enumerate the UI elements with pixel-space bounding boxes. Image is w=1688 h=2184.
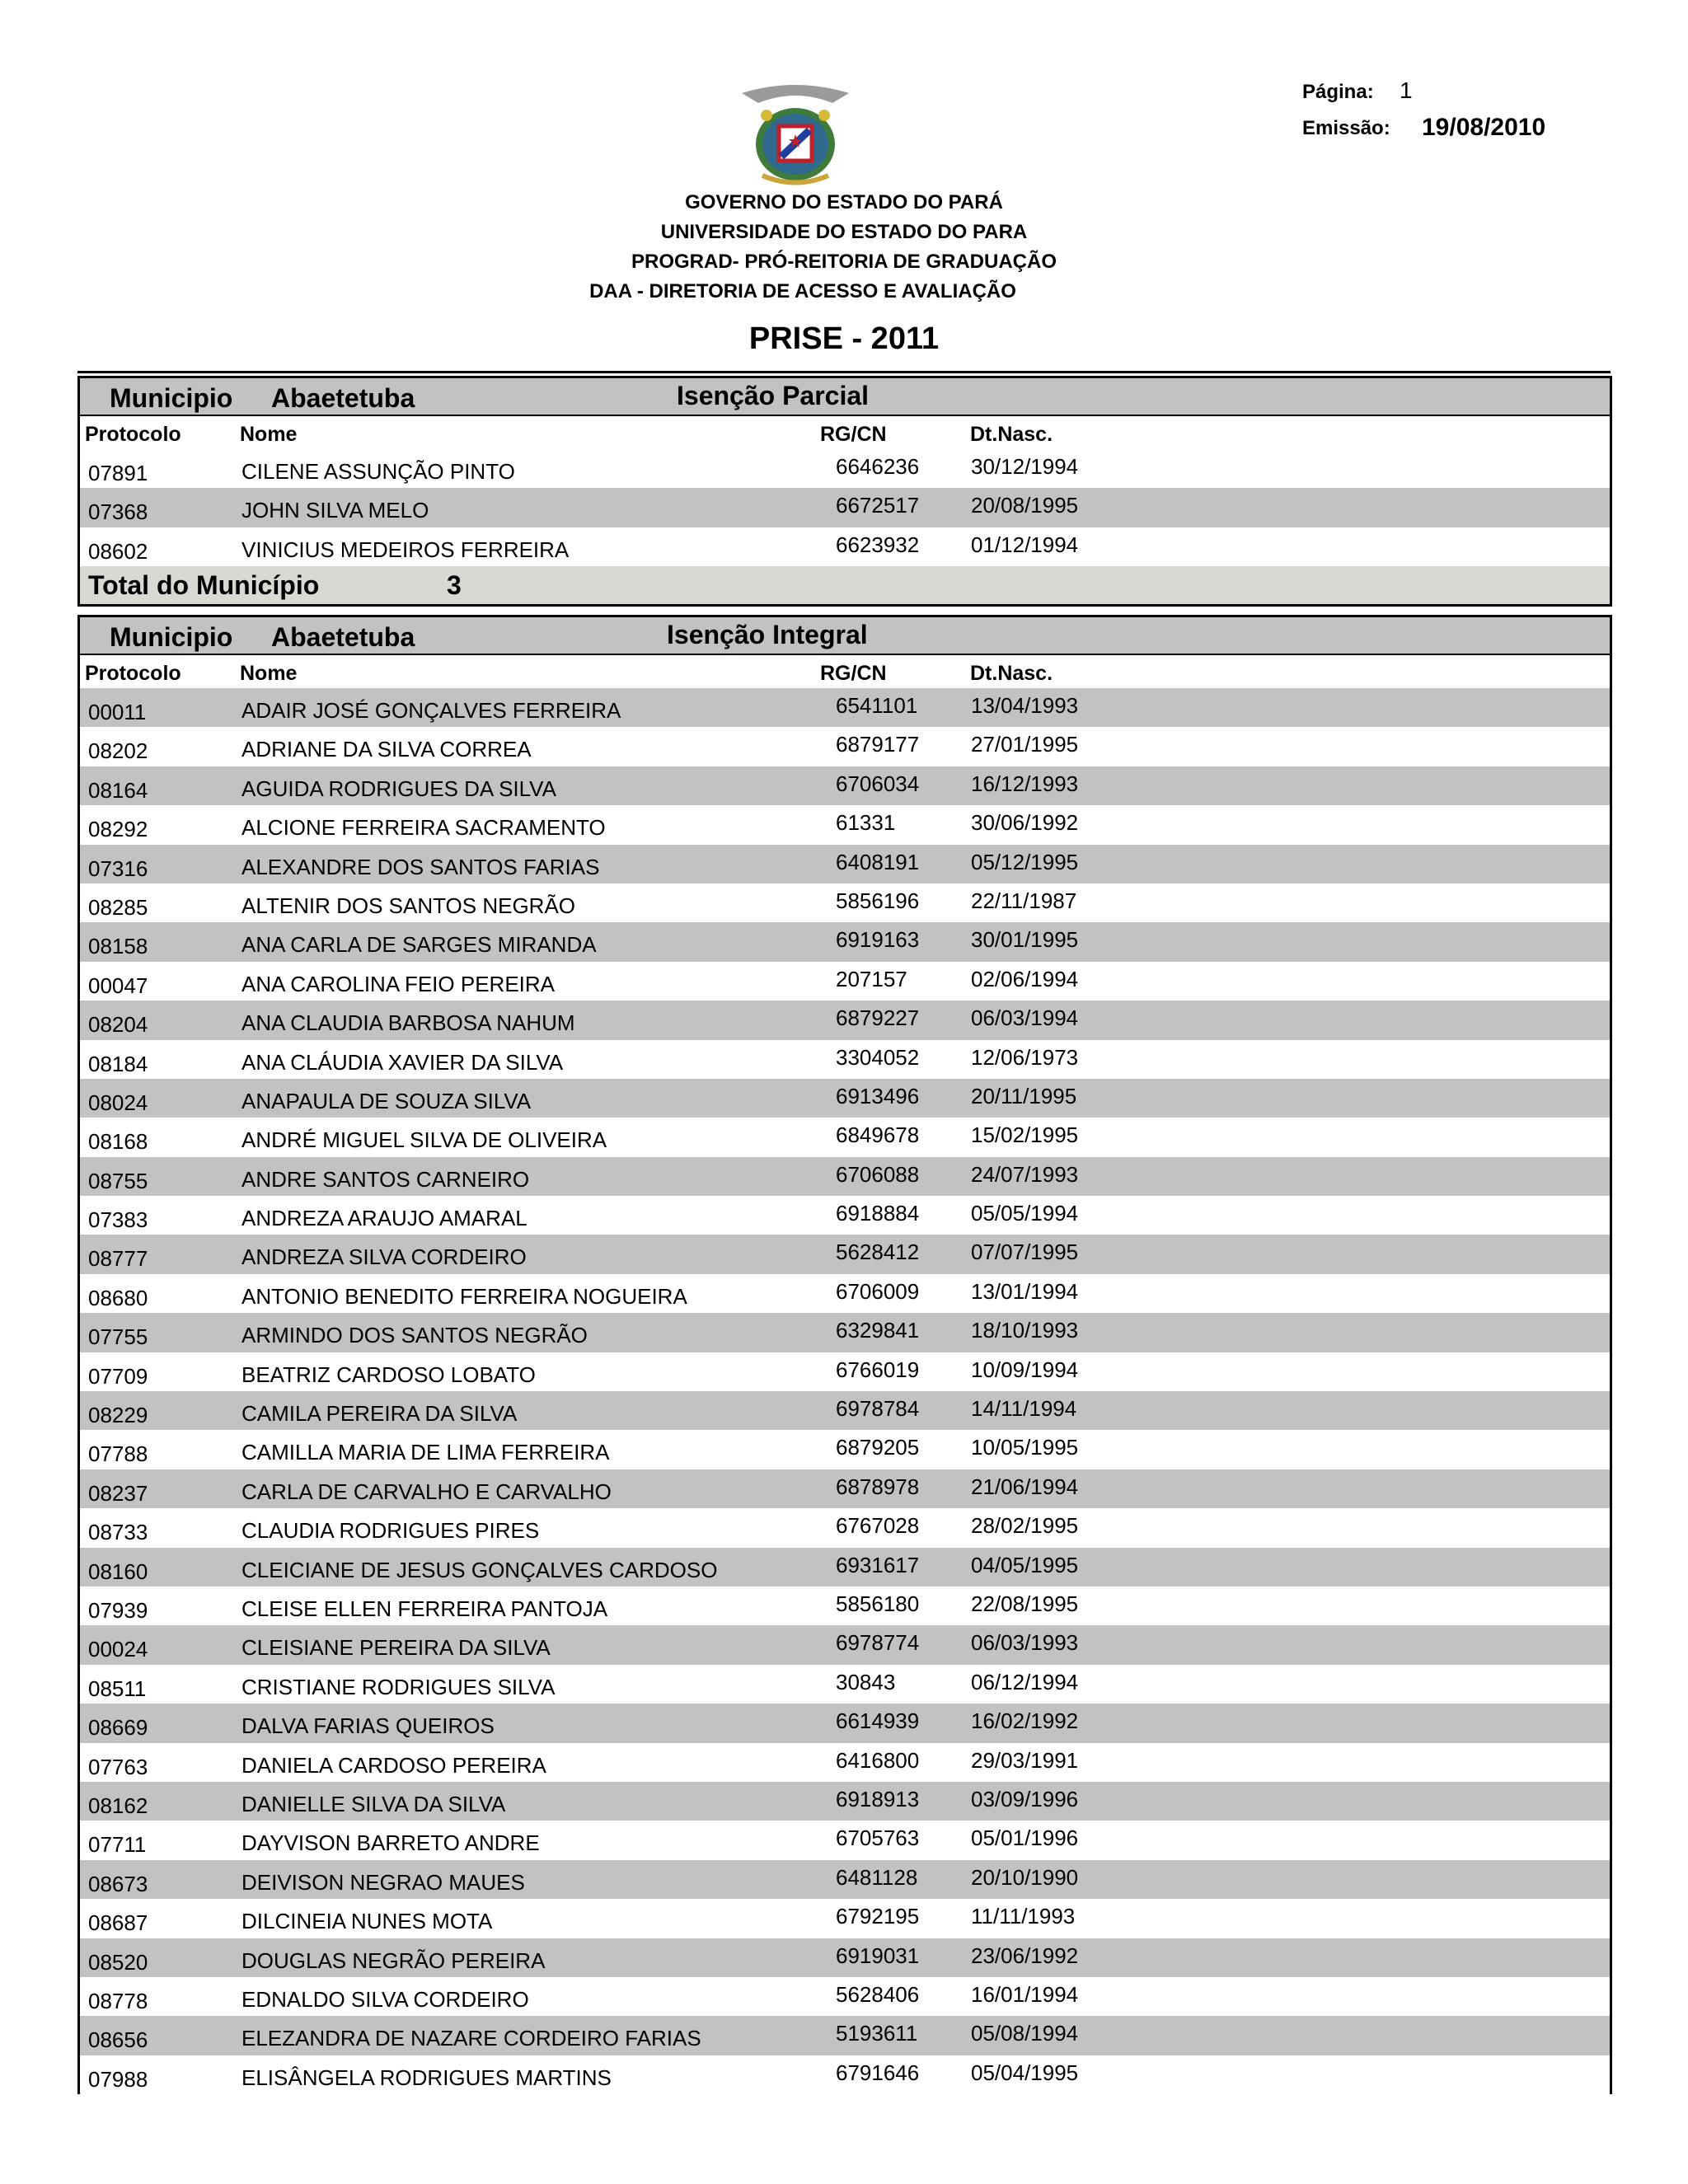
- cell-protocolo: 07368: [88, 499, 148, 525]
- state-emblem-icon: [734, 78, 857, 190]
- cell-protocolo: 08285: [88, 894, 148, 920]
- cell-nome: EDNALDO SILVA CORDEIRO: [241, 1986, 529, 2012]
- table-row: [80, 1157, 1610, 1196]
- cell-dt-nasc: 20/11/1995: [971, 1083, 1077, 1108]
- cell-protocolo: 08160: [88, 1558, 148, 1584]
- cell-nome: DANIELA CARDOSO PEREIRA: [241, 1752, 546, 1778]
- cell-rg: 30843: [836, 1669, 896, 1694]
- cell-dt-nasc: 22/11/1987: [971, 888, 1077, 913]
- table-row: [80, 1860, 1610, 1899]
- column-headers: [80, 416, 1610, 449]
- cell-nome: ARMINDO DOS SANTOS NEGRÃO: [241, 1323, 588, 1348]
- cell-nome: DAYVISON BARRETO ANDRE: [241, 1830, 540, 1856]
- cell-protocolo: 08202: [88, 738, 148, 764]
- cell-protocolo: 08778: [88, 1988, 148, 2013]
- col-nome: Nome: [240, 423, 298, 446]
- cell-nome: CLEISE ELLEN FERREIRA PANTOJA: [241, 1596, 608, 1621]
- cell-rg: 5628412: [836, 1240, 920, 1265]
- cell-dt-nasc: 03/09/1996: [971, 1786, 1079, 1811]
- cell-nome: CLEISIANE PEREIRA DA SILVA: [241, 1635, 551, 1661]
- col-rg: RG/CN: [820, 662, 887, 685]
- cell-rg: 6705763: [836, 1825, 920, 1851]
- table-row: [80, 727, 1610, 766]
- cell-nome: CLAUDIA RODRIGUES PIRES: [241, 1518, 540, 1544]
- cell-rg: 6913496: [836, 1083, 920, 1108]
- cell-protocolo: 08164: [88, 777, 148, 803]
- cell-rg: 6329841: [836, 1318, 920, 1343]
- cell-rg: 6879177: [836, 732, 920, 757]
- cell-protocolo: 08755: [88, 1168, 148, 1193]
- cell-rg: 6919163: [836, 927, 920, 953]
- cell-dt-nasc: 05/12/1995: [971, 849, 1079, 874]
- table-row: [80, 1625, 1610, 1664]
- cell-protocolo: 08204: [88, 1012, 148, 1038]
- cell-protocolo: 08777: [88, 1246, 148, 1272]
- cell-dt-nasc: 14/11/1994: [971, 1396, 1077, 1422]
- cell-dt-nasc: 06/03/1994: [971, 1005, 1079, 1031]
- cell-nome: CLEICIANE DE JESUS GONÇALVES CARDOSO: [241, 1557, 718, 1582]
- cell-protocolo: 08511: [88, 1675, 147, 1701]
- cell-dt-nasc: 30/12/1994: [971, 454, 1079, 479]
- table-row: [80, 688, 1610, 727]
- table-row: [80, 1430, 1610, 1469]
- column-headers: [80, 655, 1610, 688]
- cell-protocolo: 00011: [88, 700, 147, 724]
- cell-dt-nasc: 05/04/1995: [971, 2060, 1079, 2085]
- cell-dt-nasc: 29/03/1991: [971, 1747, 1079, 1773]
- cell-rg: 6879205: [836, 1435, 920, 1460]
- cell-rg: 6706009: [836, 1278, 920, 1304]
- cell-rg: 6766019: [836, 1357, 920, 1382]
- cell-protocolo: 08292: [88, 817, 148, 842]
- cell-nome: DOUGLAS NEGRÃO PEREIRA: [241, 1947, 546, 1973]
- table-row: [80, 527, 1610, 566]
- cell-rg: 6706088: [836, 1161, 920, 1187]
- table-row: [80, 922, 1610, 961]
- page-title: PRISE - 2011: [748, 321, 940, 356]
- table-row: [80, 1782, 1610, 1821]
- cell-nome: ELEZANDRA DE NAZARE CORDEIRO FARIAS: [241, 2026, 701, 2051]
- cell-dt-nasc: 01/12/1994: [971, 532, 1079, 557]
- cell-nome: ANAPAULA DE SOUZA SILVA: [241, 1088, 532, 1113]
- cell-protocolo: 00024: [88, 1637, 148, 1662]
- cell-protocolo: 00047: [88, 972, 148, 998]
- table-row: [80, 1040, 1610, 1079]
- table-row: [80, 1665, 1610, 1704]
- cell-nome: DANIELLE SILVA DA SILVA: [241, 1791, 506, 1816]
- cell-protocolo: 07383: [88, 1207, 148, 1233]
- cell-nome: DILCINEIA NUNES MOTA: [241, 1909, 493, 1934]
- cell-dt-nasc: 30/06/1992: [971, 810, 1079, 836]
- cell-nome: CRISTIANE RODRIGUES SILVA: [241, 1674, 556, 1699]
- table-row: [80, 1977, 1610, 2016]
- cell-rg: 5856196: [836, 888, 920, 913]
- col-rg: RG/CN: [820, 423, 887, 446]
- cell-protocolo: 08733: [88, 1520, 148, 1545]
- cell-nome: ANDRÉ MIGUEL SILVA DE OLIVEIRA: [241, 1127, 607, 1153]
- table-row: [80, 1508, 1610, 1547]
- cell-protocolo: 08520: [88, 1949, 148, 1975]
- cell-nome: ANDRE SANTOS CARNEIRO: [241, 1166, 530, 1192]
- cell-protocolo: 08673: [88, 1871, 148, 1896]
- section-header: [80, 378, 1610, 416]
- table-row: [80, 1235, 1610, 1273]
- cell-nome: ELISÂNGELA RODRIGUES MARTINS: [241, 2064, 612, 2090]
- cell-rg: 6408191: [836, 849, 920, 874]
- cell-nome: ALEXANDRE DOS SANTOS FARIAS: [241, 854, 600, 879]
- cell-protocolo: 08184: [88, 1051, 148, 1076]
- total-value: 3: [447, 570, 462, 601]
- table-row: [80, 449, 1610, 488]
- cell-protocolo: 08158: [88, 934, 148, 959]
- cell-protocolo: 08656: [88, 2027, 148, 2053]
- table-row: [80, 1821, 1610, 1859]
- table-row: [80, 1118, 1610, 1156]
- cell-rg: 6849678: [836, 1122, 920, 1148]
- cell-rg: 5628406: [836, 1981, 920, 2007]
- cell-rg: 6878978: [836, 1474, 920, 1499]
- cell-protocolo: 08687: [88, 1910, 148, 1936]
- cell-rg: 6792195: [836, 1904, 920, 1929]
- cell-dt-nasc: 10/05/1995: [971, 1435, 1079, 1460]
- cell-protocolo: 07939: [88, 1597, 148, 1623]
- table-row: [80, 766, 1610, 805]
- total-label: Total do Município: [88, 570, 320, 601]
- cell-rg: 6706034: [836, 771, 920, 796]
- cell-dt-nasc: 05/08/1994: [971, 2021, 1079, 2046]
- divider: [77, 371, 1611, 373]
- table-row: [80, 1899, 1610, 1938]
- cell-rg: 6978774: [836, 1630, 920, 1656]
- cell-dt-nasc: 05/01/1996: [971, 1825, 1079, 1851]
- cell-nome: ANA CLÁUDIA XAVIER DA SILVA: [241, 1049, 564, 1075]
- cell-protocolo: 08669: [88, 1715, 148, 1741]
- cell-dt-nasc: 28/02/1995: [971, 1513, 1079, 1539]
- header-line-2: UNIVERSIDADE DO ESTADO DO PARA: [660, 221, 1028, 243]
- table-row: [80, 1079, 1610, 1118]
- cell-rg: 6931617: [836, 1552, 920, 1577]
- cell-dt-nasc: 07/07/1995: [971, 1240, 1079, 1265]
- table-row: [80, 1391, 1610, 1430]
- table-row: [80, 1274, 1610, 1313]
- table-row: [80, 1586, 1610, 1625]
- cell-nome: ADRIANE DA SILVA CORREA: [241, 737, 532, 762]
- cell-dt-nasc: 05/05/1994: [971, 1201, 1079, 1226]
- cell-nome: ALCIONE FERREIRA SACRAMENTO: [241, 815, 606, 841]
- cell-dt-nasc: 23/06/1992: [971, 1943, 1079, 1968]
- cell-rg: 6791646: [836, 2060, 920, 2085]
- cell-rg: 61331: [836, 810, 896, 836]
- cell-nome: CAMILLA MARIA DE LIMA FERREIRA: [241, 1440, 610, 1465]
- cell-nome: ANA CLAUDIA BARBOSA NAHUM: [241, 1010, 575, 1036]
- cell-rg: 6416800: [836, 1747, 920, 1773]
- cell-protocolo: 07711: [88, 1832, 147, 1858]
- cell-dt-nasc: 27/01/1995: [971, 732, 1079, 757]
- table-row: [80, 1001, 1610, 1039]
- table-row: [80, 2016, 1610, 2055]
- section-isencao-integral: [77, 615, 1612, 2094]
- rows-integral: [80, 688, 1610, 2094]
- isencao-type: Isenção Parcial: [677, 381, 870, 410]
- cell-protocolo: 08237: [88, 1480, 148, 1506]
- table-row: [80, 1704, 1610, 1742]
- total-municipio: [80, 566, 1610, 607]
- emissao-label: Emissão:: [1302, 117, 1390, 139]
- cell-nome: CARLA DE CARVALHO E CARVALHO: [241, 1479, 612, 1504]
- cell-protocolo: 07316: [88, 855, 148, 881]
- table-row: [80, 1938, 1610, 1977]
- emissao-value: 19/08/2010: [1422, 114, 1546, 141]
- cell-dt-nasc: 24/07/1993: [971, 1161, 1079, 1187]
- cell-rg: 5193611: [836, 2021, 918, 2046]
- table-row: [80, 805, 1610, 844]
- table-row: [80, 1352, 1610, 1391]
- cell-dt-nasc: 15/02/1995: [971, 1122, 1079, 1148]
- cell-dt-nasc: 04/05/1995: [971, 1552, 1079, 1577]
- cell-nome: ALTENIR DOS SANTOS NEGRÃO: [241, 893, 576, 918]
- cell-dt-nasc: 16/01/1994: [971, 1981, 1079, 2007]
- cell-dt-nasc: 20/08/1995: [971, 493, 1079, 518]
- table-row: [80, 1743, 1610, 1782]
- cell-protocolo: 07891: [88, 461, 148, 485]
- table-row: [80, 845, 1610, 883]
- cell-dt-nasc: 30/01/1995: [971, 927, 1079, 953]
- col-protocolo: Protocolo: [85, 662, 181, 685]
- cell-dt-nasc: 22/08/1995: [971, 1591, 1079, 1616]
- header-line-4: DAA - DIRETORIA DE ACESSO E AVALIAÇÃO: [589, 280, 1016, 302]
- cell-rg: 207157: [836, 966, 907, 991]
- cell-dt-nasc: 06/03/1993: [971, 1630, 1079, 1656]
- cell-nome: DALVA FARIAS QUEIROS: [241, 1713, 495, 1739]
- cell-protocolo: 07988: [88, 2066, 148, 2092]
- cell-dt-nasc: 10/09/1994: [971, 1357, 1079, 1382]
- cell-protocolo: 07709: [88, 1363, 148, 1389]
- cell-nome: JOHN SILVA MELO: [241, 498, 429, 523]
- header-line-1: GOVERNO DO ESTADO DO PARÁ: [685, 191, 1003, 213]
- cell-dt-nasc: 20/10/1990: [971, 1864, 1079, 1890]
- cell-dt-nasc: 13/04/1993: [971, 693, 1079, 718]
- cell-nome: ANDREZA ARAUJO AMARAL: [241, 1206, 528, 1231]
- header-line-3: PROGRAD- PRÓ-REITORIA DE GRADUAÇÃO: [631, 251, 1057, 273]
- section-header: [80, 617, 1610, 655]
- col-dt: Dt.Nasc.: [970, 423, 1053, 446]
- cell-dt-nasc: 16/12/1993: [971, 771, 1079, 796]
- cell-nome: AGUIDA RODRIGUES DA SILVA: [241, 776, 556, 801]
- table-row: [80, 883, 1610, 922]
- cell-dt-nasc: 11/11/1993: [971, 1904, 1076, 1929]
- municipio-name: Abaetetuba: [271, 622, 415, 652]
- cell-nome: ANA CARLA DE SARGES MIRANDA: [241, 932, 597, 958]
- pagina-value: 1: [1400, 77, 1413, 103]
- cell-rg: 3304052: [836, 1044, 920, 1070]
- cell-protocolo: 08680: [88, 1285, 148, 1310]
- table-row: [80, 488, 1610, 527]
- cell-rg: 6541101: [836, 693, 918, 718]
- col-dt: Dt.Nasc.: [970, 662, 1053, 685]
- cell-protocolo: 07788: [88, 1441, 148, 1467]
- cell-nome: CAMILA PEREIRA DA SILVA: [241, 1401, 518, 1427]
- pagina-label: Página:: [1302, 81, 1374, 103]
- cell-rg: 6879227: [836, 1005, 920, 1031]
- cell-protocolo: 07763: [88, 1754, 148, 1779]
- cell-protocolo: 07755: [88, 1324, 148, 1350]
- cell-dt-nasc: 06/12/1994: [971, 1669, 1079, 1694]
- cell-dt-nasc: 02/06/1994: [971, 966, 1079, 991]
- cell-protocolo: 08162: [88, 1793, 148, 1818]
- table-row: [80, 1313, 1610, 1352]
- municipio-name: Abaetetuba: [271, 383, 415, 413]
- cell-nome: ANA CAROLINA FEIO PEREIRA: [241, 971, 555, 996]
- cell-dt-nasc: 13/01/1994: [971, 1278, 1079, 1304]
- table-row: [80, 1196, 1610, 1235]
- rows-parcial: [80, 449, 1610, 566]
- col-nome: Nome: [240, 662, 298, 685]
- cell-protocolo: 08229: [88, 1403, 148, 1428]
- cell-nome: ANTONIO BENEDITO FERREIRA NOGUEIRA: [241, 1283, 687, 1309]
- cell-rg: 6646236: [836, 454, 920, 479]
- table-row: [80, 962, 1610, 1001]
- cell-rg: 6481128: [836, 1864, 918, 1890]
- cell-protocolo: 08024: [88, 1090, 148, 1115]
- section-isencao-parcial: [77, 376, 1612, 607]
- col-protocolo: Protocolo: [85, 423, 181, 446]
- cell-rg: 6918884: [836, 1201, 920, 1226]
- cell-rg: 5856180: [836, 1591, 920, 1616]
- table-row: [80, 1469, 1610, 1508]
- cell-protocolo: 08168: [88, 1129, 148, 1155]
- cell-nome: BEATRIZ CARDOSO LOBATO: [241, 1361, 536, 1387]
- municipio-label: Municipio: [110, 622, 233, 652]
- table-row: [80, 2055, 1610, 2094]
- cell-rg: 6978784: [836, 1396, 920, 1422]
- cell-nome: VINICIUS MEDEIROS FERREIRA: [241, 537, 570, 562]
- cell-dt-nasc: 21/06/1994: [971, 1474, 1079, 1499]
- cell-rg: 6614939: [836, 1708, 920, 1734]
- cell-rg: 6767028: [836, 1513, 920, 1539]
- cell-rg: 6623932: [836, 532, 920, 557]
- cell-dt-nasc: 18/10/1993: [971, 1318, 1079, 1343]
- cell-nome: ADAIR JOSÉ GONÇALVES FERREIRA: [241, 698, 621, 723]
- cell-dt-nasc: 16/02/1992: [971, 1708, 1079, 1734]
- cell-nome: CILENE ASSUNÇÃO PINTO: [241, 459, 515, 484]
- table-row: [80, 1548, 1610, 1586]
- cell-rg: 6919031: [836, 1943, 920, 1968]
- cell-nome: ANDREZA SILVA CORDEIRO: [241, 1244, 527, 1270]
- cell-rg: 6918913: [836, 1786, 920, 1811]
- cell-rg: 6672517: [836, 493, 920, 518]
- isencao-type: Isenção Integral: [667, 620, 868, 649]
- municipio-label: Municipio: [110, 383, 233, 413]
- cell-protocolo: 08602: [88, 538, 148, 564]
- cell-nome: DEIVISON NEGRAO MAUES: [241, 1869, 525, 1895]
- cell-dt-nasc: 12/06/1973: [971, 1044, 1079, 1070]
